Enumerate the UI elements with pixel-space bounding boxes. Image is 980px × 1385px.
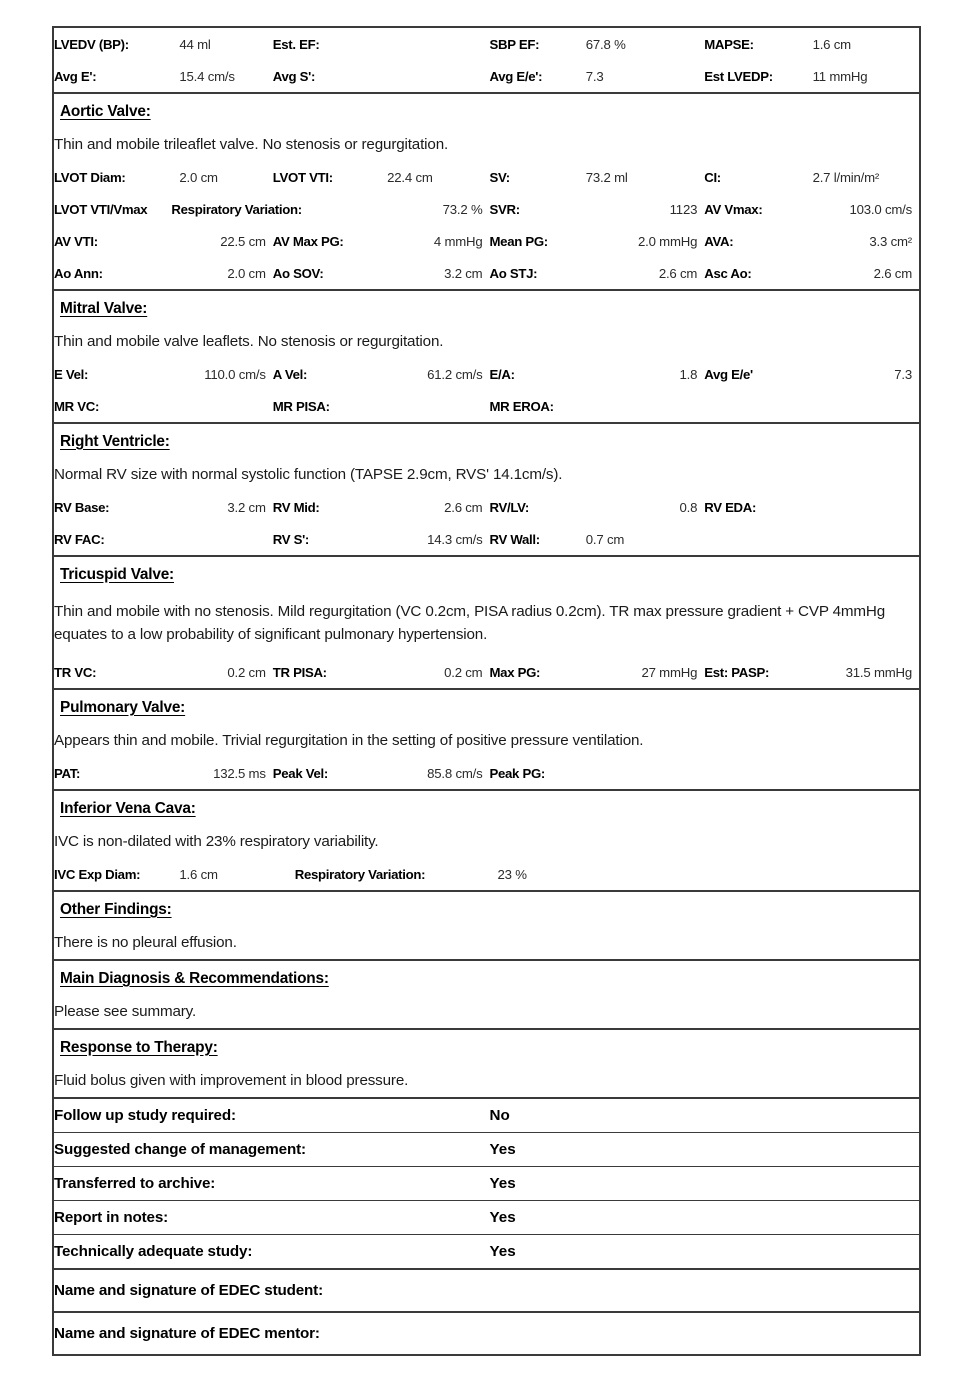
checklist-row-management-change <box>53 1133 920 1167</box>
field-label-rv-fac: RV FAC: <box>54 531 105 547</box>
field-label-ao-sov: Ao SOV: <box>272 265 324 281</box>
section-narrative-row-other-findings <box>53 927 920 960</box>
field-label-e-over-a: E/A: <box>489 366 515 382</box>
checklist-row-follow-up <box>53 1098 920 1133</box>
field-label-lvot-vti: LVOT VTI: <box>272 169 333 185</box>
section-narrative-row-right-ventricle <box>53 459 920 491</box>
field-label-sv: SV: <box>489 169 510 185</box>
field-value-ao-stj[interactable]: 2.6 cm <box>658 265 698 281</box>
field-value-asc-ao[interactable]: 2.6 cm <box>873 265 912 281</box>
narrative-text-other-findings[interactable]: There is no pleural effusion. <box>54 933 237 951</box>
field-label-asc-ao: Asc Ao: <box>704 265 752 281</box>
field-value-rv-base[interactable]: 3.2 cm <box>227 499 266 515</box>
field-label-est-lvedp: Est LVEDP: <box>704 68 773 84</box>
field-value-e-over-a[interactable]: 1.8 <box>679 366 698 382</box>
field-label-rv-eda: RV EDA: <box>704 499 757 515</box>
field-value-rv-wall[interactable]: 0.7 cm <box>585 531 625 547</box>
signature-row-mentor <box>53 1312 920 1355</box>
field-label-avg-s-prime: Avg S': <box>272 68 316 84</box>
field-label-mr-pisa: MR PISA: <box>272 398 330 414</box>
field-label-max-pg: Max PG: <box>489 664 541 680</box>
field-label-e-vel: E Vel: <box>54 366 89 382</box>
section-title-aortic: Aortic Valve: <box>60 102 151 120</box>
section-header-mitral <box>53 290 920 326</box>
checklist-label-report-in-notes: Report in notes: <box>53 1201 489 1235</box>
narrative-text-response-to-therapy[interactable]: Fluid bolus given with improvement in blood pressure. <box>54 1071 409 1089</box>
field-value-rv-blank[interactable] <box>805 523 920 556</box>
section-header-ivc <box>53 790 920 826</box>
field-label-mitral-avg-e-over-e-prime: Avg E/e' <box>704 366 753 382</box>
field-label-rv-base: RV Base: <box>54 499 110 515</box>
field-value-mitral-blank[interactable] <box>805 390 920 423</box>
field-label-rv-over-lv: RV/LV: <box>489 499 529 515</box>
checklist-value-management-change[interactable]: Yes <box>489 1133 920 1167</box>
aortic-row-1 <box>53 161 920 193</box>
ivc-spacer-2 <box>704 858 804 891</box>
rv-row-1 <box>53 491 920 523</box>
section-narrative-row-tricuspid <box>53 592 920 656</box>
section-title-ivc: Inferior Vena Cava: <box>60 799 196 817</box>
field-value-est-pasp[interactable]: 31.5 mmHg <box>845 664 912 680</box>
aortic-row-4 <box>53 257 920 290</box>
field-value-ava[interactable]: 3.3 cm² <box>869 233 912 249</box>
field-value-avg-e-prime[interactable]: 15.4 cm/s <box>179 68 235 84</box>
field-label-rv-blank <box>704 523 804 556</box>
field-label-lvot-diam: LVOT Diam: <box>54 169 126 185</box>
field-label-rv-s-prime: RV S': <box>272 531 310 547</box>
field-value-peak-pg[interactable] <box>578 757 704 790</box>
checklist-value-transferred-archive[interactable]: Yes <box>489 1167 920 1201</box>
field-value-pat[interactable]: 132.5 ms <box>213 765 266 781</box>
section-header-pulmonary <box>53 689 920 725</box>
field-value-respiratory-variation-ao[interactable]: 73.2 % <box>442 201 483 217</box>
ivc-spacer-1 <box>578 858 704 891</box>
section-header-response-to-therapy <box>53 1029 920 1065</box>
section-title-mitral: Mitral Valve: <box>60 299 148 317</box>
pulmonary-row-1 <box>53 757 920 790</box>
field-label-ao-ann: Ao Ann: <box>54 265 103 281</box>
field-value-svr[interactable]: 1123 <box>669 201 698 217</box>
field-value-ao-sov[interactable]: 3.2 cm <box>444 265 483 281</box>
field-label-est-pasp: Est: PASP: <box>704 664 770 680</box>
field-value-ao-ann[interactable]: 2.0 cm <box>227 265 266 281</box>
field-value-rv-fac[interactable] <box>171 523 272 556</box>
field-value-lvot-vti[interactable]: 22.4 cm <box>387 169 433 185</box>
field-label-mean-pg: Mean PG: <box>489 233 548 249</box>
aortic-row-2 <box>53 193 920 225</box>
field-label-peak-pg: Peak PG: <box>489 765 545 781</box>
field-value-a-vel[interactable]: 61.2 cm/s <box>427 366 483 382</box>
field-value-avg-e-over-e-prime[interactable]: 7.3 <box>585 68 604 84</box>
narrative-text-right-ventricle[interactable]: Normal RV size with normal systolic function (TAPSE 2.9cm, RVS' 14.1cm/s). <box>54 465 563 483</box>
field-value-mitral-avg-e-over-e-prime[interactable]: 7.3 <box>894 366 912 382</box>
field-label-pat: PAT: <box>54 765 81 781</box>
section-header-main-diagnosis <box>53 960 920 996</box>
field-label-lvedv: LVEDV (BP): <box>54 36 129 52</box>
field-label-ci: CI: <box>704 169 721 185</box>
section-title-response-to-therapy: Response to Therapy: <box>60 1038 218 1056</box>
field-label-ava: AVA: <box>704 233 734 249</box>
section-header-right-ventricle <box>53 423 920 459</box>
field-value-lvedv[interactable]: 44 ml <box>179 36 211 52</box>
field-label-mr-vc: MR VC: <box>54 398 100 414</box>
field-value-rv-mid[interactable]: 2.6 cm <box>444 499 483 515</box>
field-value-tr-pisa[interactable]: 0.2 cm <box>444 664 483 680</box>
checklist-value-follow-up[interactable]: No <box>489 1098 920 1133</box>
checklist-label-follow-up: Follow up study required: <box>53 1098 489 1133</box>
section-narrative-row-pulmonary <box>53 725 920 757</box>
section-header-tricuspid <box>53 556 920 592</box>
field-label-svr: SVR: <box>489 201 520 217</box>
field-label-av-vmax: AV Vmax: <box>704 201 763 217</box>
section-title-main-diagnosis: Main Diagnosis & Recommendations: <box>60 969 329 987</box>
field-value-rv-s-prime[interactable]: 14.3 cm/s <box>427 531 483 547</box>
field-value-ivc-exp-diam[interactable]: 1.6 cm <box>179 866 218 882</box>
signature-label-mentor[interactable]: Name and signature of EDEC mentor: <box>53 1312 920 1355</box>
field-value-lvot-diam[interactable]: 2.0 cm <box>179 169 218 185</box>
echo-report-table <box>52 26 921 1356</box>
checklist-label-management-change: Suggested change of management: <box>53 1133 489 1167</box>
field-value-mr-pisa[interactable] <box>379 390 489 423</box>
field-label-mapse: MAPSE: <box>704 36 754 52</box>
field-label-mitral-blank <box>704 390 804 423</box>
field-label-a-vel: A Vel: <box>272 366 308 382</box>
section-title-tricuspid: Tricuspid Valve: <box>60 565 174 583</box>
field-value-respiratory-variation-ivc[interactable]: 23 % <box>497 866 527 882</box>
section-narrative-row-response-to-therapy <box>53 1065 920 1098</box>
rv-row-2 <box>53 523 920 556</box>
field-value-est-lvedp[interactable]: 11 mmHg <box>812 68 868 84</box>
field-label-respiratory-variation-ao: Respiratory Variation: <box>171 201 302 217</box>
field-value-avg-s-prime[interactable] <box>379 60 489 93</box>
field-value-rv-over-lv[interactable]: 0.8 <box>679 499 698 515</box>
field-label-ao-stj: Ao STJ: <box>489 265 538 281</box>
narrative-text-ivc[interactable]: IVC is non-dilated with 23% respiratory variability. <box>54 832 379 850</box>
field-value-av-vti[interactable]: 22.5 cm <box>220 233 266 249</box>
field-value-mr-eroa[interactable] <box>578 390 704 423</box>
checklist-label-transferred-archive: Transferred to archive: <box>53 1167 489 1201</box>
field-label-mr-eroa: MR EROA: <box>489 398 554 414</box>
section-title-other-findings: Other Findings: <box>60 900 172 918</box>
section-title-right-ventricle: Right Ventricle: <box>60 432 170 450</box>
field-value-est-ef[interactable] <box>379 27 489 60</box>
field-value-av-max-pg[interactable]: 4 mmHg <box>433 233 483 249</box>
narrative-text-main-diagnosis[interactable]: Please see summary. <box>54 1002 197 1020</box>
narrative-text-pulmonary[interactable]: Appears thin and mobile. Trivial regurgitation in the setting of positive pressure ventilation. <box>54 731 644 749</box>
field-label-pulm-blank <box>704 757 804 790</box>
section-narrative-row-main-diagnosis <box>53 996 920 1029</box>
field-value-sbp-ef[interactable]: 67.8 % <box>585 36 626 52</box>
field-label-av-max-pg: AV Max PG: <box>272 233 344 249</box>
field-value-sv[interactable]: 73.2 ml <box>585 169 628 185</box>
field-label-av-vti: AV VTI: <box>54 233 98 249</box>
field-label-rv-mid: RV Mid: <box>272 499 320 515</box>
narrative-text-mitral[interactable]: Thin and mobile valve leaflets. No stenosis or regurgitation. <box>54 332 444 350</box>
checklist-value-technically-adequate[interactable]: Yes <box>489 1235 920 1270</box>
field-label-est-ef: Est. EF: <box>272 36 320 52</box>
ivc-spacer-3 <box>805 858 920 891</box>
field-value-mean-pg[interactable]: 2.0 mmHg <box>637 233 698 249</box>
field-label-tr-pisa: TR PISA: <box>272 664 327 680</box>
section-narrative-row-ivc <box>53 826 920 858</box>
signature-label-student[interactable]: Name and signature of EDEC student: <box>53 1269 920 1312</box>
checklist-value-report-in-notes[interactable]: Yes <box>489 1201 920 1235</box>
field-value-mapse[interactable]: 1.6 cm <box>812 36 851 52</box>
checklist-row-report-in-notes <box>53 1201 920 1235</box>
field-value-rv-eda[interactable] <box>805 491 920 523</box>
narrative-text-aortic[interactable]: Thin and mobile trileaflet valve. No stenosis or regurgitation. <box>54 135 449 153</box>
mitral-row-2 <box>53 390 920 423</box>
field-value-max-pg[interactable]: 27 mmHg <box>641 664 698 680</box>
tricuspid-row-1 <box>53 656 920 689</box>
section-header-other-findings <box>53 891 920 927</box>
section-title-pulmonary: Pulmonary Valve: <box>60 698 186 716</box>
checklist-row-technically-adequate <box>53 1235 920 1270</box>
field-label-rv-wall: RV Wall: <box>489 531 540 547</box>
field-value-tr-vc[interactable]: 0.2 cm <box>227 664 266 680</box>
field-label-avg-e-prime: Avg E': <box>54 68 97 84</box>
mitral-row-1 <box>53 358 920 390</box>
field-value-peak-vel[interactable]: 85.8 cm/s <box>427 765 483 781</box>
section-narrative-row-mitral <box>53 326 920 358</box>
narrative-text-tricuspid[interactable]: Thin and mobile with no stenosis. Mild regurgitation (VC 0.2cm, PISA radius 0.2cm). TR max pressure gradient + CVP 4mmHg equates to a low probability of significant pulmonary hypertension. <box>54 603 886 643</box>
section-header-aortic <box>53 93 920 129</box>
field-value-pulm-blank[interactable] <box>805 757 920 790</box>
checklist-label-technically-adequate: Technically adequate study: <box>53 1235 489 1270</box>
lv-summary-row-2 <box>53 60 920 93</box>
signature-row-student <box>53 1269 920 1312</box>
field-label-peak-vel: Peak Vel: <box>272 765 328 781</box>
field-label-ivc-exp-diam: IVC Exp Diam: <box>54 866 141 882</box>
field-label-respiratory-variation-ivc: Respiratory Variation: <box>294 866 426 882</box>
field-value-ci[interactable]: 2.7 l/min/m² <box>812 169 880 185</box>
field-value-av-vmax[interactable]: 103.0 cm/s <box>849 201 912 217</box>
lv-summary-row-1 <box>53 27 920 60</box>
field-value-mr-vc[interactable] <box>171 390 272 423</box>
field-label-avg-e-over-e-prime: Avg E/e': <box>489 68 543 84</box>
section-narrative-row-aortic <box>53 129 920 161</box>
field-label-lvot-vti-vmax: LVOT VTI/Vmax <box>54 201 148 217</box>
aortic-row-3 <box>53 225 920 257</box>
field-label-sbp-ef: SBP EF: <box>489 36 540 52</box>
field-label-tr-vc: TR VC: <box>54 664 97 680</box>
field-value-e-vel[interactable]: 110.0 cm/s <box>204 366 266 382</box>
checklist-row-transferred-archive <box>53 1167 920 1201</box>
ivc-row-1 <box>53 858 920 891</box>
